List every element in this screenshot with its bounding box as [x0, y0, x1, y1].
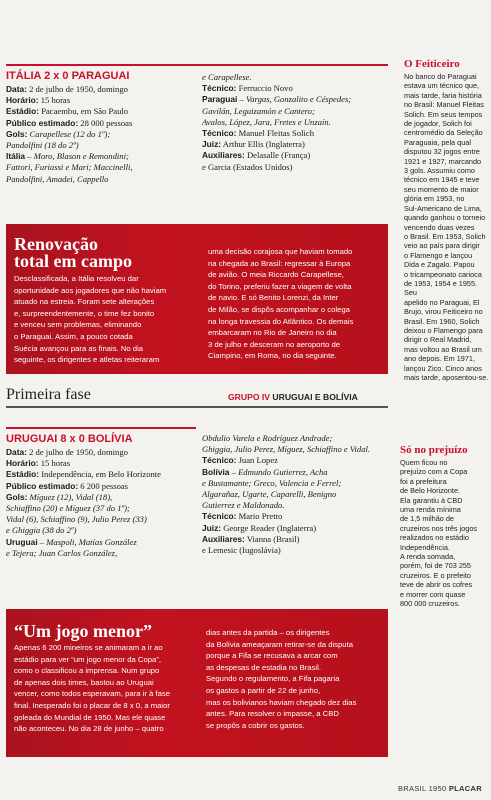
text-line: Solich. Em seus tempos — [404, 109, 483, 119]
text-line: uma renda mínima — [400, 505, 461, 515]
info-line — [202, 433, 388, 444]
feiticeiro-text — [404, 72, 490, 382]
match1-info-col2 — [202, 72, 388, 173]
text-line: da Bolívia ameaçaram retirar-se da disputa — [206, 639, 353, 649]
info-value: – Vargas, Gonzalito e Céspedes; — [237, 94, 352, 105]
info-value: Arthur Ellis (Inglaterra) — [221, 139, 305, 150]
jogo-menor-headline: “Um jogo menor” — [14, 621, 152, 641]
info-value: Gutierrez e Maldonado. — [202, 500, 285, 511]
info-line — [202, 523, 388, 534]
text-line: porém, foi de 703 255 — [400, 561, 471, 571]
text-line: de 1,5 milhão de — [400, 514, 454, 524]
renovacao-headline-1: Renovação — [14, 234, 98, 254]
info-value: Gavilán, Leguizamón e Cantero; — [202, 105, 315, 116]
info-line — [6, 95, 202, 106]
feiticeiro-title: O Feiticeiro — [404, 58, 460, 70]
text-line: embarcaram no Rio de Janeiro no dia — [208, 328, 337, 338]
text-line: disputou 32 jogos entre — [404, 147, 480, 157]
text-line: Suécia avançou para as finais. No dia — [14, 343, 144, 353]
text-line: o Paraguai. Assim, a pouco cotada — [14, 331, 133, 341]
match1-info-col1 — [6, 84, 202, 185]
info-value: 15 horas — [38, 95, 71, 106]
info-line — [6, 537, 202, 548]
info-value: e Carapellese. — [202, 72, 252, 82]
text-line: de navio. E só Benito Lorenzi, da Inter — [208, 293, 339, 303]
jogo-menor-box — [6, 609, 388, 757]
info-value: 15 horas — [38, 458, 71, 469]
info-label: Horário: — [6, 95, 39, 106]
text-line: de 1953, 1954 e 1955. Seu — [404, 278, 478, 298]
info-line — [6, 118, 202, 129]
info-value: Vianna (Brasil) — [244, 533, 300, 544]
text-line: Apenas 6 200 mineiros se animaram a ir ao — [14, 643, 163, 652]
info-value: Manuel Fleitas Solich — [236, 128, 315, 139]
text-line: na chegada ao Brasil: regressar à Europa — [208, 258, 351, 268]
info-label: Juiz: — [202, 522, 222, 533]
info-label: Auxiliares: — [202, 533, 245, 544]
text-line: de apenas dois times, bastou ao Uruguai — [14, 677, 154, 687]
info-line — [202, 511, 388, 522]
info-value: e Ghiggia (38 do 2º) — [6, 525, 77, 536]
info-value: Carapellese (12 do 1º); — [27, 128, 111, 139]
info-line — [6, 129, 202, 140]
info-line — [202, 489, 388, 500]
info-label: Público estimado: — [6, 480, 79, 491]
renovacao-headline-2: total em campo — [14, 251, 132, 271]
info-value: Pandolfini (18 do 2º) — [6, 140, 79, 151]
info-label: Gols: — [6, 128, 28, 139]
text-line: mais tarde, faria história — [404, 90, 482, 100]
text-line: ano depois. Em 1971, — [404, 354, 475, 364]
match2-info-col1 — [6, 447, 202, 559]
info-label: Técnico: — [202, 455, 237, 466]
info-value: Pandolfini, Amadei, Cappello — [6, 173, 109, 184]
info-label: Juiz: — [202, 139, 222, 150]
text-line: as despesas de estadia no Brasil. — [206, 662, 321, 672]
info-line — [6, 174, 202, 185]
jogo-menor-text-right — [206, 627, 384, 731]
section-title: Primeira fase — [6, 386, 91, 403]
info-label: Público estimado: — [6, 117, 79, 128]
info-line — [202, 117, 388, 128]
match1-title: ITÁLIA 2 x 0 PARAGUAI — [6, 70, 130, 82]
info-value: Pacaembu, em São Paulo — [39, 106, 129, 117]
text-line: de jogador, Solich foi — [404, 119, 472, 129]
text-line: realizados no estádio — [400, 533, 469, 543]
info-line — [6, 503, 202, 514]
info-value: 2 de julho de 1950, domingo — [26, 447, 128, 457]
text-line: cruzeiros. E o prefeito — [400, 570, 471, 580]
info-line — [6, 84, 202, 95]
info-line — [202, 139, 388, 150]
text-line: deixou o Flamengo para — [404, 325, 483, 335]
group-prefix: GRUPO IV — [228, 392, 271, 402]
info-value: Independência, em Belo Horizonte — [39, 469, 161, 480]
text-line: Sul-Americano de Lima, — [404, 203, 482, 213]
info-label: Técnico: — [202, 511, 237, 522]
text-line: seu momento de maior — [404, 184, 479, 194]
info-value: Ferruccio Novo — [236, 83, 293, 94]
match2-top-rule — [6, 427, 196, 429]
info-line — [6, 458, 202, 469]
text-line: 1921 e 1927, marcando — [404, 156, 482, 166]
renovacao-text-right — [208, 246, 384, 362]
text-line: foi a prefeitura — [400, 476, 447, 486]
info-value: Mario Pretto — [236, 511, 283, 522]
text-line: Independência. — [400, 542, 450, 552]
prejuizo-title: Só no prejuízo — [400, 444, 468, 456]
text-line: e venceu sem problemas, eliminando — [14, 320, 142, 330]
footer — [398, 784, 482, 793]
text-line: mas voltou ao Brasil um — [404, 344, 482, 354]
text-line: vencer, como todos esperavam, para ir à fase — [14, 689, 170, 699]
text-line: Quem ficou no — [400, 458, 448, 467]
text-line: como o classificou a imprensa. Num grupo — [14, 666, 160, 676]
info-label: Estádio: — [6, 106, 40, 117]
info-line — [6, 140, 202, 151]
renovacao-box — [6, 224, 388, 374]
text-line: de avião. O meia Riccardo Carapellese, — [208, 270, 344, 280]
text-line: no Brasil: Manuel Fleitas — [404, 100, 484, 110]
group-teams: URUGUAI E BOLÍVIA — [270, 392, 358, 402]
text-line: prejuízo com a Copa — [400, 467, 468, 477]
footer-brand: PLACAR — [448, 784, 482, 793]
info-value: Obdulio Varela e Rodríguez Andrade; — [202, 433, 333, 443]
text-line: uma decisão corajosa que haviam tomado — [208, 247, 353, 256]
text-line: lançou Zico. Cinco anos — [404, 363, 482, 373]
footer-text: BRASIL 1950 — [398, 784, 447, 793]
info-line — [202, 162, 388, 173]
info-label: Data: — [6, 84, 27, 94]
text-line: dirigir o Real Madrid, — [404, 335, 472, 345]
text-line: quando ganhou o torneio — [404, 213, 486, 223]
info-line — [6, 525, 202, 536]
info-line — [6, 492, 202, 503]
section-rule — [6, 406, 388, 408]
info-line — [6, 548, 202, 559]
text-line: Dida e Zagalo. Papou — [404, 260, 475, 270]
text-line: A renda somada, — [400, 552, 456, 562]
text-line: e, surpreendentemente, o time fez bonito — [14, 308, 155, 318]
match2-title: URUGUAI 8 x 0 BOLÍVIA — [6, 433, 133, 445]
text-line: Brujo, virou Feiticeiro no — [404, 307, 483, 317]
info-label: Gols: — [6, 491, 28, 502]
info-value: e Bustamante; Greco, Valencia e Ferrel; — [202, 477, 342, 488]
info-label: Técnico: — [202, 128, 237, 139]
info-value: 28 000 pessoas — [78, 117, 133, 128]
info-value: Delasalle (França) — [244, 150, 311, 161]
info-label: Estádio: — [6, 469, 40, 480]
text-line: Segundo o regulamento, a Fifa pagaria — [206, 674, 340, 684]
text-line: Paraguaia, pela qual — [404, 137, 471, 147]
text-line: de Milão, se dispôs acompanhar o colega — [208, 304, 350, 314]
info-value: Míguez (12), Vidal (18), — [27, 491, 113, 502]
info-value: – Edmundo Gutierrez, Acha — [229, 466, 328, 477]
text-line: Brasil. Em 1960, Solich — [404, 316, 480, 326]
info-label: Data: — [6, 447, 27, 457]
info-value: – Maspoli, Matías González — [37, 536, 137, 547]
info-line — [6, 481, 202, 492]
text-line: vencendo duas vezes — [404, 222, 475, 232]
info-value: Ghiggia, Julio Perez, Míguez, Schiaffino e Vidal. — [202, 444, 371, 455]
info-value: Avalos, López, Jara, Fretes e Unzaín. — [202, 116, 331, 127]
group-title — [228, 392, 358, 402]
info-value: Vidal (6), Schiaffino (9), Julio Perez (33) — [6, 514, 147, 525]
text-line: e morrer com quase — [400, 589, 466, 599]
text-line: teve de abrir os cofres — [400, 580, 473, 590]
text-line: mais tarde, aposentou-se. — [404, 373, 489, 382]
text-line: seguinte, os dirigentes e atletas reiteraram — [14, 355, 160, 365]
info-line — [6, 514, 202, 525]
info-value: e Garcia (Estados Unidos) — [202, 161, 293, 172]
text-line: não aconteceu. No dia 28 de junho – quatro — [14, 724, 164, 734]
info-value: Juan Lopez — [236, 455, 278, 466]
text-line: Ciampino, em Roma, no dia seguinte. — [208, 351, 337, 361]
text-line: Desclassificada, a Itália resolveu dar — [14, 274, 139, 283]
text-line: glória em 1953, no — [404, 194, 465, 204]
match2-info-col2 — [202, 433, 388, 556]
info-line — [6, 469, 202, 480]
text-line: goleada do Mundial de 1950. Mas ele quase — [14, 712, 166, 722]
text-line: cruzeiros nos três jogos — [400, 523, 478, 533]
prejuizo-text — [400, 458, 490, 609]
info-label: Auxiliares: — [202, 150, 245, 161]
text-line: porque a Fifa se recusava a arcar com — [206, 651, 338, 661]
text-line: se propôs a cobrir os gastos. — [206, 720, 305, 730]
info-line — [202, 150, 388, 161]
info-label: Itália — [6, 151, 26, 162]
info-line — [202, 444, 388, 455]
text-line: técnico em 1945 e teve — [404, 175, 480, 185]
text-line: veio ao país para dirigir — [404, 241, 480, 251]
info-line — [202, 106, 388, 117]
info-value: Schiaffino (20) e Míguez (37 do 1º); — [6, 503, 130, 514]
text-line: Ela garantiu à CBD — [400, 495, 463, 505]
info-line — [202, 455, 388, 466]
text-line: o Brasil. Em 1953, Solich — [404, 231, 486, 241]
text-line: na longa travessia do Atlântico. Os demais — [208, 316, 354, 326]
text-line: antes. Para resolver o impasse, a CBD — [206, 709, 339, 719]
info-line — [6, 162, 202, 173]
text-line: centromédio da Seleção — [404, 128, 483, 138]
info-line — [202, 545, 388, 556]
info-label: Paraguai — [202, 94, 238, 105]
text-line: final. Inesperado foi o placar de 8 x 0, a maior — [14, 700, 170, 710]
info-label: Uruguai — [6, 536, 38, 547]
info-value: e Tejera; Juan Carlos González, — [6, 547, 118, 558]
info-value: 2 de julho de 1950, domingo — [26, 84, 128, 94]
text-line: o tricampeonato carioca — [404, 269, 482, 279]
info-line — [6, 106, 202, 117]
info-value: e Lemesic (Iugoslávia) — [202, 545, 281, 556]
text-line: o Flamengo e lançou — [404, 250, 473, 260]
jogo-menor-text-left — [14, 642, 206, 735]
info-value: Algarañaz, Ugarte, Caparelli, Benigno — [202, 489, 337, 500]
text-line: 800 000 cruzeiros. — [400, 599, 461, 609]
info-line — [202, 72, 388, 83]
match1-top-rule — [6, 64, 388, 66]
text-line: atuado na estreia. Foram sete alterações — [14, 297, 155, 307]
info-line — [6, 447, 202, 458]
info-line — [202, 467, 388, 478]
info-line — [202, 534, 388, 545]
text-line: do Torino, preferiu fazer a viagem de volta — [208, 281, 352, 291]
text-line: os gastos a partir de 22 de junho, — [206, 685, 321, 695]
info-value: George Reader (Inglaterra) — [221, 522, 317, 533]
text-line: No banco do Paraguai — [404, 72, 477, 81]
info-label: Bolívia — [202, 466, 230, 477]
text-line: estádio para ver “um jogo menor da Copa”, — [14, 654, 161, 664]
info-label: Horário: — [6, 458, 39, 469]
info-line — [202, 83, 388, 94]
text-line: dias antes da partida – os dirigentes — [206, 628, 330, 637]
info-label: Técnico: — [202, 83, 237, 94]
info-value: – Moro, Blason e Remondini; — [25, 151, 129, 162]
info-value: Fattori, Furiassi e Mari; Maccinelli, — [6, 162, 133, 173]
info-line — [202, 500, 388, 511]
info-value: 6 200 pessoas — [78, 480, 129, 491]
text-line: apelido no Paraguai, El — [404, 297, 480, 307]
text-line: 3 gols. Assumiu como — [404, 166, 475, 176]
text-line: mas os bolivianos haviam chegado dez dias — [206, 697, 357, 707]
text-line: de Belo Horizonte. — [400, 486, 461, 496]
info-line — [202, 128, 388, 139]
text-line: oportunidade aos jogadores que não haviam — [14, 285, 167, 295]
info-line — [202, 478, 388, 489]
text-line: estava um técnico que, — [404, 81, 480, 91]
info-line — [202, 94, 388, 105]
info-line — [6, 151, 202, 162]
renovacao-text-left — [14, 273, 206, 366]
text-line: 3 de julho e desceram no aeroporto de — [208, 339, 341, 349]
